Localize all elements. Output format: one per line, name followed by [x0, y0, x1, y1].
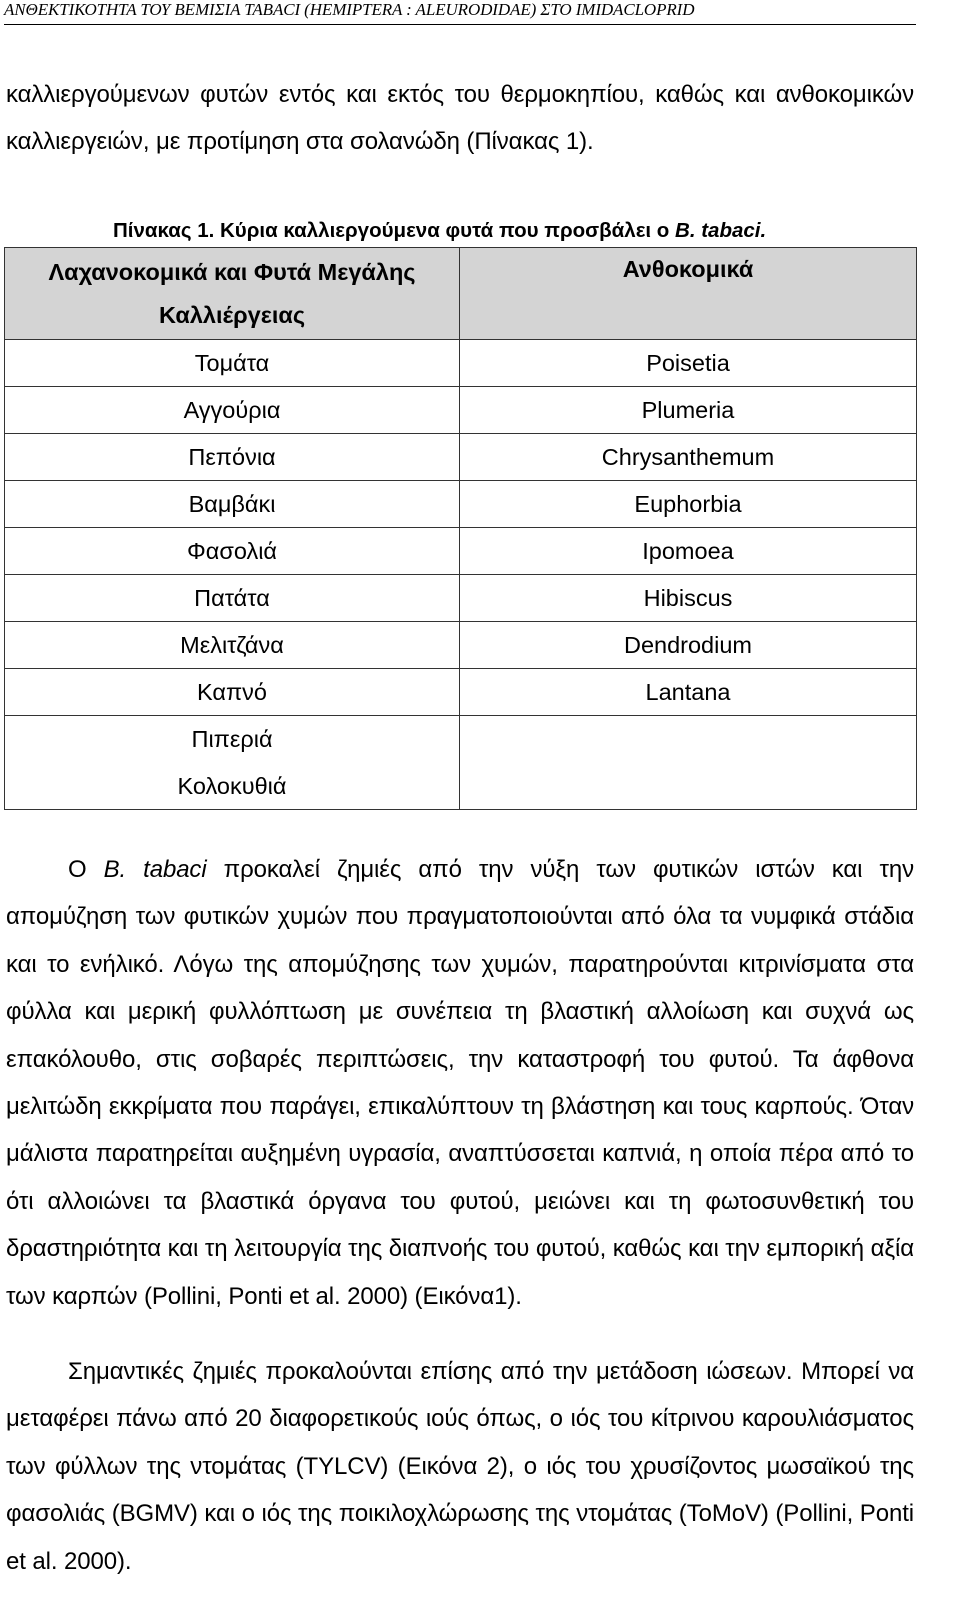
table-row	[5, 387, 917, 434]
header-vegetables	[5, 248, 460, 340]
ornamental-cell: Poisetia	[460, 340, 917, 387]
table-row	[5, 340, 917, 387]
ornamental-cell: Chrysanthemum	[460, 434, 917, 481]
virus-text: Σημαντικές ζημιές προκαλούνται επίσης από την μετάδοση ιώσεων. Μπορεί να μεταφέρει πάνω από 20 διαφορετικούς ιούς όπως, ο ιός του κίτρινου καρουλιάσματος των φύλλων της ντομάτας (TYLCV) (Εικόνα 2), ο ιός του χρυσίζοντος μωσαϊκού της φασολιάς (BGMV) και ο ιός της ποικιλοχλώρωσης της ντομάτας (ToMoV) (Pollini, Ponti et al. 2000).	[6, 1358, 914, 1575]
damage-paragraph	[6, 846, 914, 1320]
damage-text: προκαλεί ζημιές από την νύξη των φυτικών ιστών και την απομύζηση των φυτικών χυμών που πραγματοποιούνται από όλα τα νυμφικά στάδια και το ενήλικό. Λόγω της απομύζησης των χυμών, παρατηρούνται κιτρινίσματα στα φύλλα και μερική φυλλόπτωση με συνέπεια τη βλαστική αλλοίωση και συχνά ως επακόλουθο, στις σοβαρές περιπτώσεις, την καταστροφή του φυτού. Τα άφθονα μελιτώδη εκκρίματα που παράγει, επικαλύπτουν τη βλάστηση και τους καρπούς. Όταν μάλιστα παρατηρείται αυξημένη υγρασία, αναπτύσσεται καπνιά, η οποία πέρα από το ότι αλλοιώνει τα βλαστικά όργανα του φυτού, μειώνει και τη φωτοσυνθετική του δραστηριότητα και τη λειτουργία της διαπνοής του φυτού, καθώς και την εμπορική αξία των καρπών (Pollini, Ponti et al. 2000) (Εικόνα1).	[6, 856, 914, 1310]
ornamental-cell: Euphorbia	[460, 481, 917, 528]
table-row	[5, 481, 917, 528]
vegetable-item: Κολοκυθιά	[177, 772, 287, 799]
vegetable-item: Πιπεριά	[191, 726, 273, 752]
running-header: ΑΝΘΕΚΤΙΚΟΤΗΤΑ ΤΟΥ ΒΕΜΙΣΙΑ TABACI (HEMIPTERA : ALEURODIDAE) ΣΤΟ IMIDACLOPRID	[4, 0, 695, 19]
table-caption-species: B. tabaci.	[675, 219, 767, 242]
host-plants-table	[4, 247, 917, 810]
intro-paragraph: καλλιεργούμενων φυτών εντός και εκτός του θερμοκηπίου, καθώς και ανθοκομικών καλλιεργειών, με προτίμηση στα σολανώδη (Πίνακας 1).	[6, 81, 914, 156]
vegetable-cell: Πατάτα	[5, 575, 460, 622]
vegetable-cell-multi	[5, 716, 460, 810]
ornamental-cell: Ipomoea	[460, 528, 917, 575]
ornamental-cell-empty	[460, 716, 917, 810]
vegetable-cell: Μελιτζάνα	[5, 622, 460, 669]
vegetable-cell: Καπνό	[5, 669, 460, 716]
table-row	[5, 622, 917, 669]
ornamental-cell: Hibiscus	[460, 575, 917, 622]
vegetable-cell: Τομάτα	[5, 340, 460, 387]
table-header-row	[5, 248, 917, 340]
header-vegetables-line-1: Λαχανοκομικά και Φυτά Μεγάλης	[48, 258, 416, 285]
header-rule	[4, 24, 916, 25]
table-row	[5, 528, 917, 575]
table-caption-prefix: Πίνακας 1. Κύρια καλλιεργούμενα φυτά που προσβάλει ο	[113, 219, 676, 242]
table-row	[5, 669, 917, 716]
ornamental-cell: Lantana	[460, 669, 917, 716]
virus-paragraph	[6, 1348, 914, 1585]
header-ornamentals: Ανθοκομικά	[460, 248, 917, 340]
ornamental-cell: Plumeria	[460, 387, 917, 434]
vegetable-cell: Πεπόνια	[5, 434, 460, 481]
table-row	[5, 434, 917, 481]
vegetable-cell: Αγγούρια	[5, 387, 460, 434]
damage-species: B. tabaci	[103, 856, 207, 883]
table-row	[5, 575, 917, 622]
table-caption	[113, 218, 766, 244]
header-vegetables-line-2: Καλλιέργειας	[158, 301, 306, 328]
vegetable-cell: Βαμβάκι	[5, 481, 460, 528]
table-row-last	[5, 716, 917, 810]
ornamental-cell: Dendrodium	[460, 622, 917, 669]
damage-lead: Ο	[68, 856, 104, 883]
vegetable-cell: Φασολιά	[5, 528, 460, 575]
